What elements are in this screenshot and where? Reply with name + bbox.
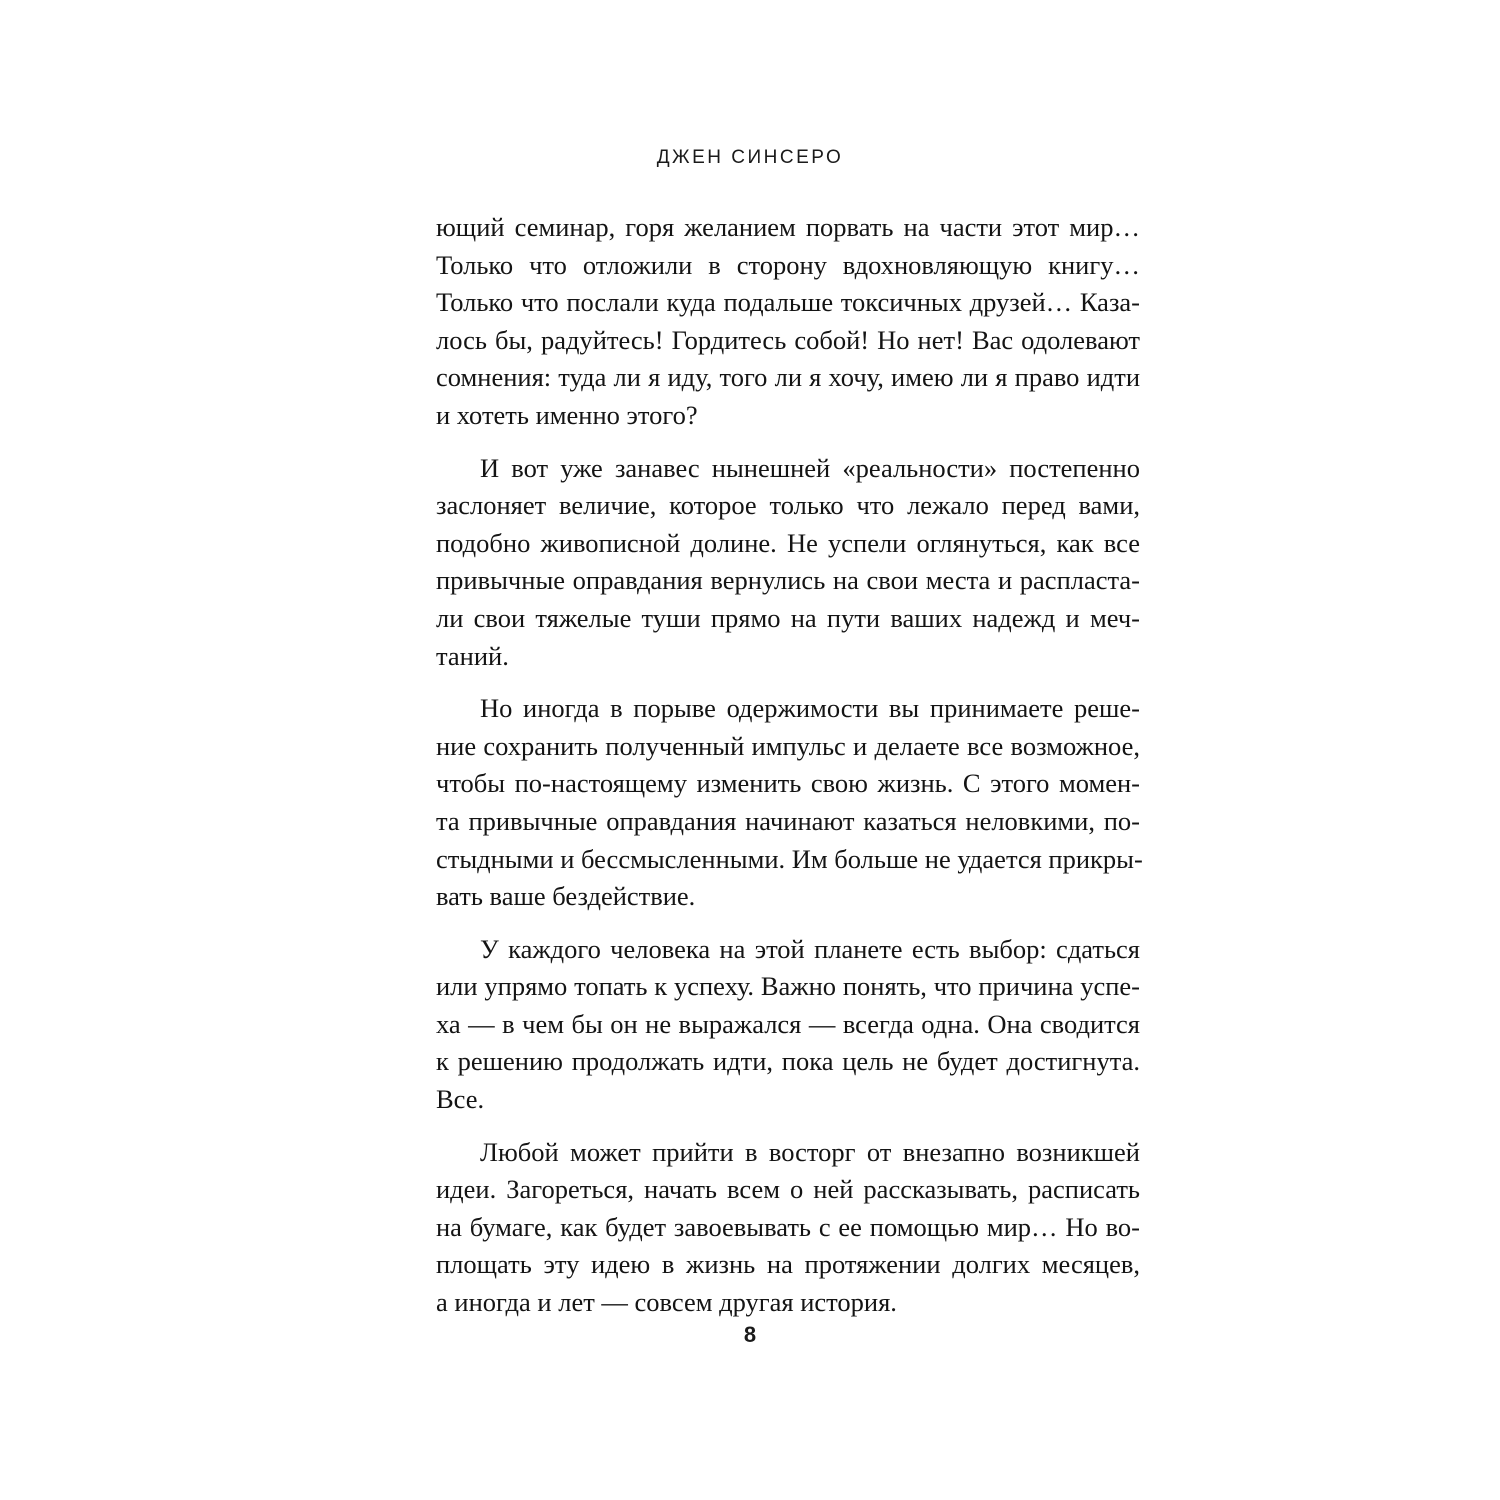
text-line: подобно живописной долине. Не успели оглянуться, как все (436, 527, 1140, 558)
body-text (436, 209, 1143, 1322)
text-line: та привычные оправдания начинают казаться неловкими, по- (436, 805, 1140, 836)
paragraph (436, 450, 1140, 676)
running-header-author: ДЖЕН СИНСЕРО (656, 147, 844, 168)
text-line: на бумаге, как будет завоевывать с ее помощью мир… Но во- (436, 1211, 1140, 1242)
paragraph (436, 690, 1143, 916)
text-line: У каждого человека на этой планете есть выбор: сдаться (480, 933, 1140, 964)
text-line: Но иногда в порыве одержимости вы принимаете реше- (480, 693, 1140, 724)
text-line: и хотеть именно этого? (436, 399, 698, 430)
text-line: ние сохранить полученный импульс и делаете все возможное, (436, 730, 1140, 761)
text-line: лось бы, радуйтесь! Гордитесь собой! Но нет! Вас одолевают (436, 324, 1140, 355)
text-line: Все. (436, 1084, 485, 1115)
paragraph (436, 209, 1140, 435)
text-line: Только что послали куда подальше токсичных друзей… Каза- (436, 287, 1140, 318)
text-line: ющий семинар, горя желанием порвать на части этот мир… (436, 212, 1140, 242)
text-line: а иногда и лет — совсем другая история. (436, 1287, 897, 1318)
text-line: ха — в чем бы он не выражался — всегда одна. Она сводится (436, 1008, 1140, 1039)
page-number: 8 (743, 1322, 757, 1347)
text-line: Только что отложили в сторону вдохновляющую книгу… (436, 249, 1140, 280)
text-line: Любой может прийти в восторг от внезапно возникшей (480, 1136, 1140, 1167)
text-line: И вот уже занавес нынешней «реальности» постепенно (480, 452, 1140, 483)
text-line: идеи. Загореться, начать всем о ней рассказывать, расписать (436, 1174, 1140, 1205)
text-line: таний. (436, 640, 509, 671)
text-line: ли свои тяжелые туши прямо на пути ваших надежд и меч- (436, 602, 1140, 633)
text-line: стыдными и бессмысленными. Им больше не удается прикры- (436, 843, 1143, 874)
text-line: привычные оправдания вернулись на свои места и распласта- (436, 565, 1140, 596)
text-line: площать эту идею в жизнь на протяжении долгих месяцев, (436, 1249, 1140, 1280)
paragraph (436, 1134, 1140, 1322)
text-line: вать ваше бездействие. (436, 881, 696, 912)
text-line: чтобы по-настоящему изменить свою жизнь. С этого момен- (436, 768, 1140, 799)
paragraph (436, 931, 1140, 1119)
text-line: сомнения: туда ли я иду, того ли я хочу, имею ли я право идти (436, 362, 1140, 393)
text-line: заслоняет величие, которое только что лежало перед вами, (436, 490, 1140, 521)
text-line: или упрямо топать к успеху. Важно понять, что причина успе- (436, 971, 1140, 1002)
text-line: к решению продолжать идти, пока цель не будет достигнута. (436, 1046, 1140, 1077)
